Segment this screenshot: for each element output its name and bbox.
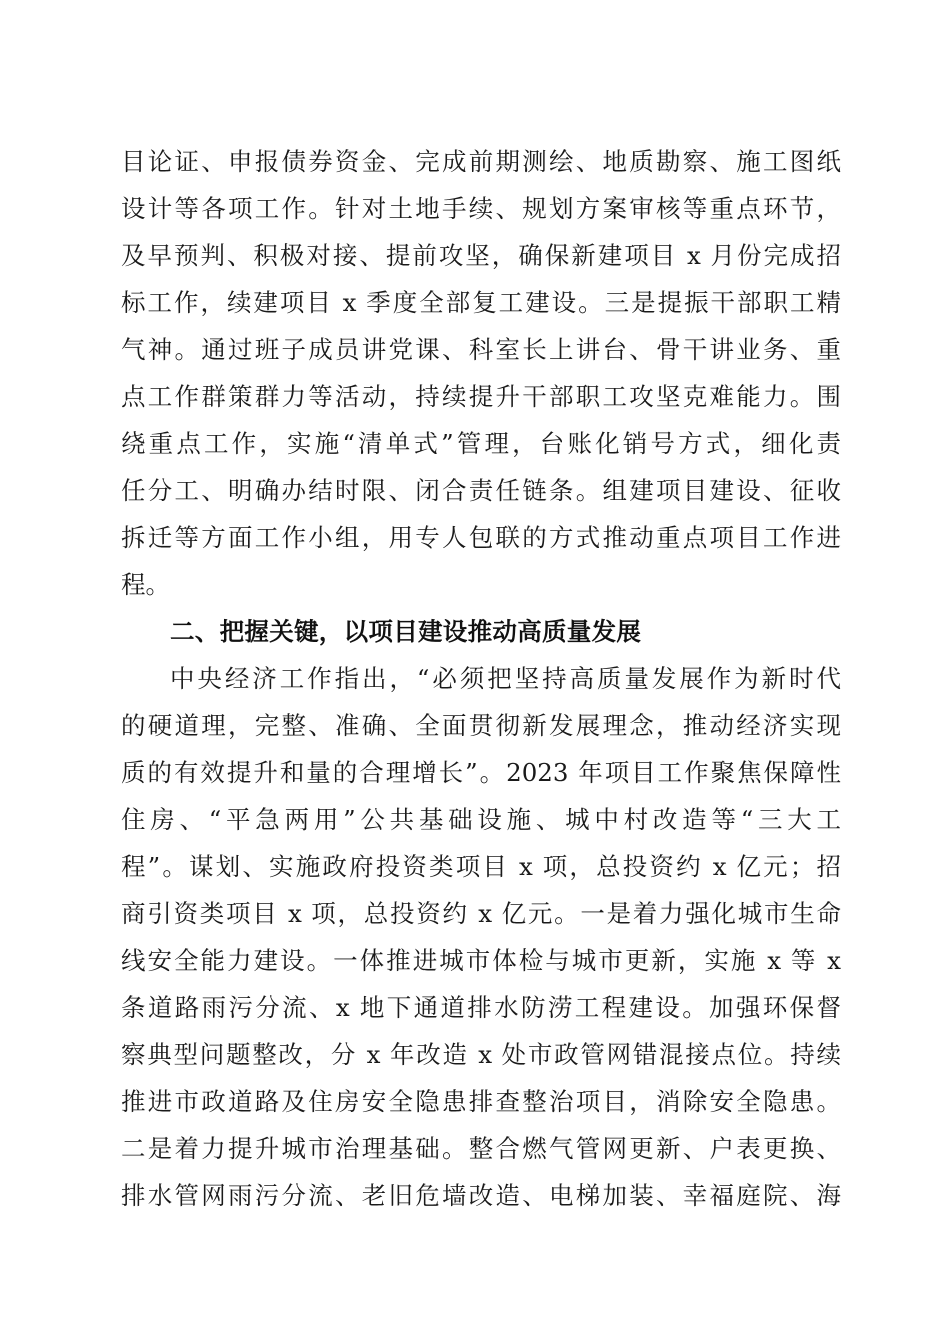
paragraph-2-line-11: 二是着力提升城市治理基础。整合燃气管网更新、户表更换、: [121, 1134, 841, 1163]
section-heading: 二、把握关键，以项目建设推动高质量发展: [170, 617, 642, 646]
paragraph-1-line-7: 绕重点工作，实施“清单式”管理，台账化销号方式，细化责: [121, 429, 841, 458]
paragraph-2-line-1: 中央经济工作指出，“必须把坚持高质量发展作为新时代: [170, 664, 841, 693]
paragraph-2-line-4: 住房、“平急两用”公共基础设施、城中村改造等“三大工: [121, 805, 841, 834]
paragraph-1-line-6: 点工作群策群力等活动，持续提升干部职工攻坚克难能力。围: [121, 382, 841, 411]
paragraph-1-line-8: 任分工、明确办结时限、闭合责任链条。组建项目建设、征收: [121, 476, 841, 505]
paragraph-1-line-4: 标工作，续建项目 x 季度全部复工建设。三是提振干部职工精: [121, 288, 841, 317]
paragraph-1-line-3: 及早预判、积极对接、提前攻坚，确保新建项目 x 月份完成招: [121, 241, 841, 270]
paragraph-1-line-5: 气神。通过班子成员讲党课、科室长上讲台、骨干讲业务、重: [121, 335, 841, 364]
paragraph-2-line-8: 条道路雨污分流、x 地下通道排水防涝工程建设。加强环保督: [121, 993, 841, 1022]
paragraph-2-line-10: 推进市政道路及住房安全隐患排查整治项目，消除安全隐患。: [121, 1087, 841, 1116]
paragraph-1-line-10: 程。: [121, 570, 170, 599]
paragraph-1-line-9: 拆迁等方面工作小组，用专人包联的方式推动重点项目工作进: [121, 523, 841, 552]
paragraph-1-line-2: 设计等各项工作。针对土地手续、规划方案审核等重点环节，: [121, 194, 841, 223]
paragraph-2-line-3: 质的有效提升和量的合理增长”。2023 年项目工作聚焦保障性: [121, 758, 841, 787]
paragraph-2-line-12: 排水管网雨污分流、老旧危墙改造、电梯加装、幸福庭院、海: [121, 1181, 841, 1210]
paragraph-2-line-2: 的硬道理，完整、准确、全面贯彻新发展理念，推动经济实现: [121, 711, 841, 740]
paragraph-2-line-9: 察典型问题整改，分 x 年改造 x 处市政管网错混接点位。持续: [121, 1040, 841, 1069]
paragraph-2-line-5: 程”。谋划、实施政府投资类项目 x 项，总投资约 x 亿元；招: [121, 852, 841, 881]
paragraph-2-line-6: 商引资类项目 x 项，总投资约 x 亿元。一是着力强化城市生命: [121, 899, 841, 928]
paragraph-1-line-1: 目论证、申报债券资金、完成前期测绘、地质勘察、施工图纸: [121, 147, 841, 176]
paragraph-2-line-7: 线安全能力建设。一体推进城市体检与城市更新，实施 x 等 x: [121, 946, 841, 975]
